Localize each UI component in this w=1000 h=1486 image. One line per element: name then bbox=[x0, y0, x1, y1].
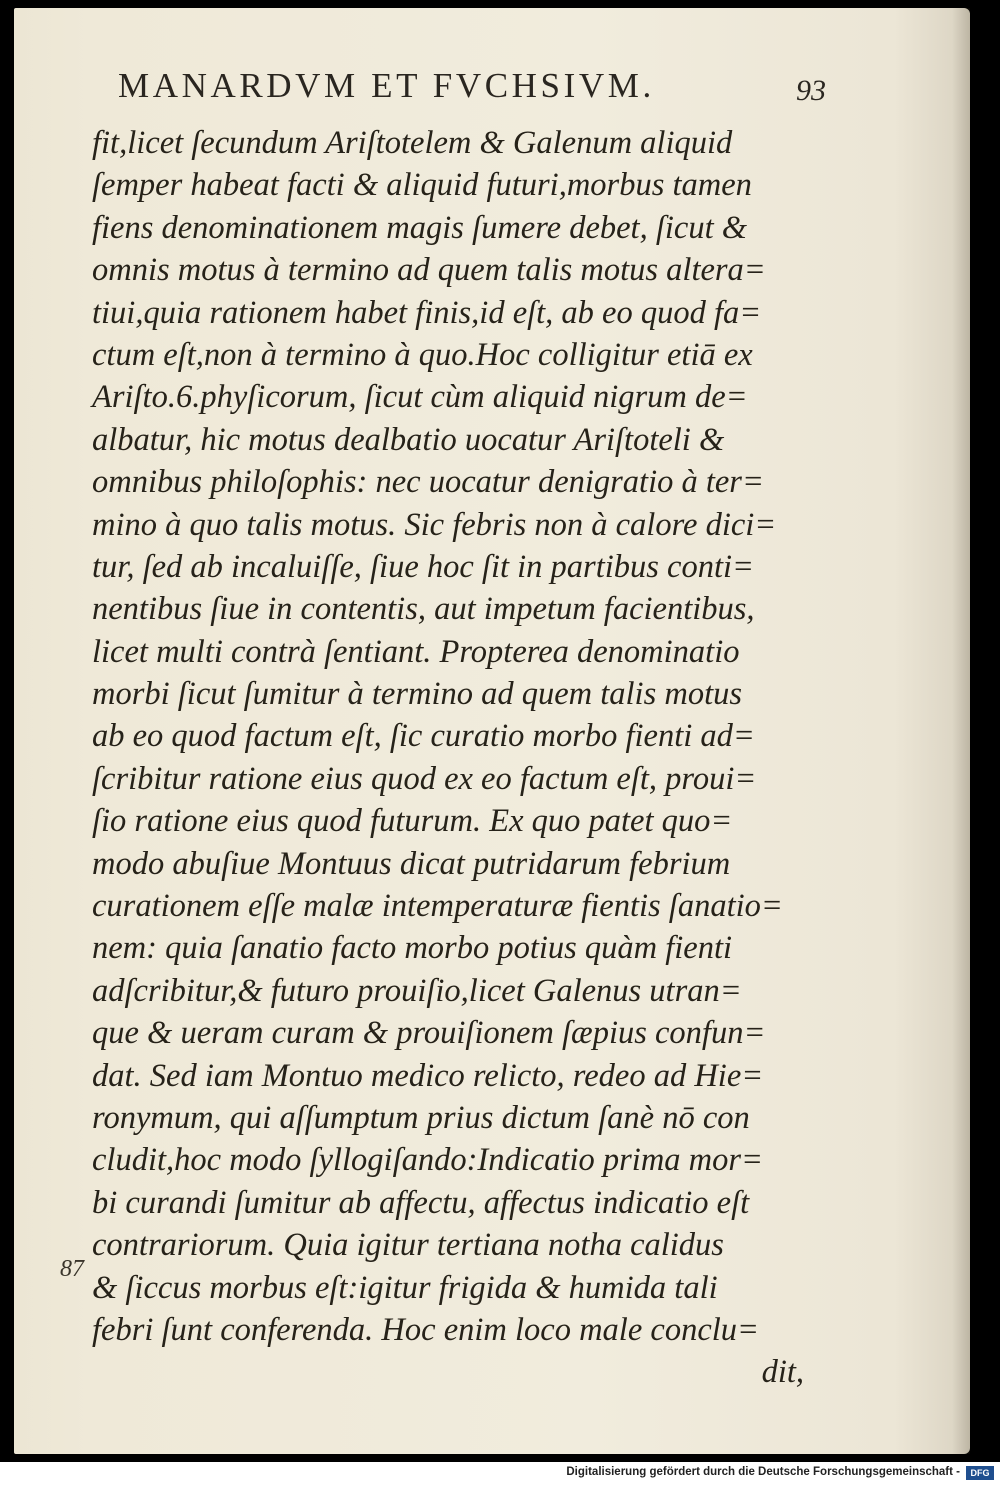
text-line: fit,licet ſecundum Ariſtotelem & Galenum aliquid bbox=[92, 125, 733, 161]
text-line: dat. Sed iam Montuo medico relicto, redeo ad Hie= bbox=[92, 1057, 764, 1094]
text-line: Ariſto.6.phyſicorum, ſicut cùm aliquid nigrum de= bbox=[92, 379, 748, 416]
text-line: fiens denominationem magis ſumere debet, ſicut & bbox=[92, 209, 747, 246]
text-line: ſcribitur ratione eius quod ex eo factum eſt, proui= bbox=[92, 760, 757, 797]
text-line: ctum eſt,non à termino à quo.Hoc colligitur etiā ex bbox=[92, 336, 753, 373]
text-line: adſcribitur,& futuro prouiſio,licet Galenus utran= bbox=[92, 972, 742, 1009]
running-head: MANARDVM ET FVCHSIVM. bbox=[118, 66, 655, 105]
funding-credit: Digitalisierung gefördert durch die Deutsche Forschungsgemeinschaft - bbox=[566, 1466, 960, 1478]
text-line: ab eo quod factum eſt, ſic curatio morbo fienti ad= bbox=[92, 718, 755, 755]
body-text bbox=[92, 122, 804, 1394]
dfg-logo-icon: DFG bbox=[966, 1466, 994, 1480]
text-line: albatur, hic motus dealbatio uocatur Ariſtoteli & bbox=[92, 421, 725, 458]
marginal-note: 87 bbox=[60, 1256, 84, 1282]
text-line: omnibus philoſophis: nec uocatur denigratio à ter= bbox=[92, 464, 764, 501]
text-line: ſemper habeat facti & aliquid futuri,morbus tamen bbox=[92, 167, 752, 204]
text-line: tur, ſed ab incaluiſſe, ſiue hoc ſit in partibus conti= bbox=[92, 548, 754, 585]
text-line: cludit,hoc modo ſyllogiſando:Indicatio prima mor= bbox=[92, 1142, 763, 1179]
text-line: curationem eſſe malæ intemperaturæ fientis ſanatio= bbox=[92, 888, 783, 925]
text-line: & ſiccus morbus eſt:igitur frigida & humida tali bbox=[92, 1269, 718, 1306]
text-line: mino à quo talis motus. Sic febris non à calore dici= bbox=[92, 506, 777, 543]
text-line: ronymum, qui aſſumptum prius dictum ſanè nō con bbox=[92, 1099, 750, 1136]
text-line: febri ſunt conferenda. Hoc enim loco male conclu= bbox=[92, 1311, 759, 1348]
page-edge-shadow bbox=[952, 8, 970, 1454]
text-line: licet multi contrà ſentiant. Propterea denominatio bbox=[92, 633, 740, 670]
text-line: bi curandi ſumitur ab affectu, affectus indicatio eſt bbox=[92, 1184, 750, 1221]
text-line: nem: quia ſanatio facto morbo potius quàm fienti bbox=[92, 930, 733, 967]
page-number: 93 bbox=[796, 74, 826, 107]
text-line: contrariorum. Quia igitur tertiana notha calidus bbox=[92, 1227, 724, 1264]
footer-bar bbox=[0, 1462, 1000, 1486]
text-line: nentibus ſiue in contentis, aut impetum facientibus, bbox=[92, 591, 755, 628]
text-line: tiui,quia rationem habet finis,id eſt, ab eo quod fa= bbox=[92, 294, 762, 331]
catchword-line: dit, bbox=[761, 1354, 804, 1391]
text-line: que & ueram curam & prouiſionem ſæpius confun= bbox=[92, 1015, 766, 1052]
text-line: omnis motus à termino ad quem talis motus altera= bbox=[92, 252, 766, 289]
text-line: ſio ratione eius quod futurum. Ex quo patet quo= bbox=[92, 803, 733, 840]
text-line: morbi ſicut ſumitur à termino ad quem talis motus bbox=[92, 676, 742, 713]
text-line: modo abuſiue Montuus dicat putridarum febrium bbox=[92, 845, 731, 882]
